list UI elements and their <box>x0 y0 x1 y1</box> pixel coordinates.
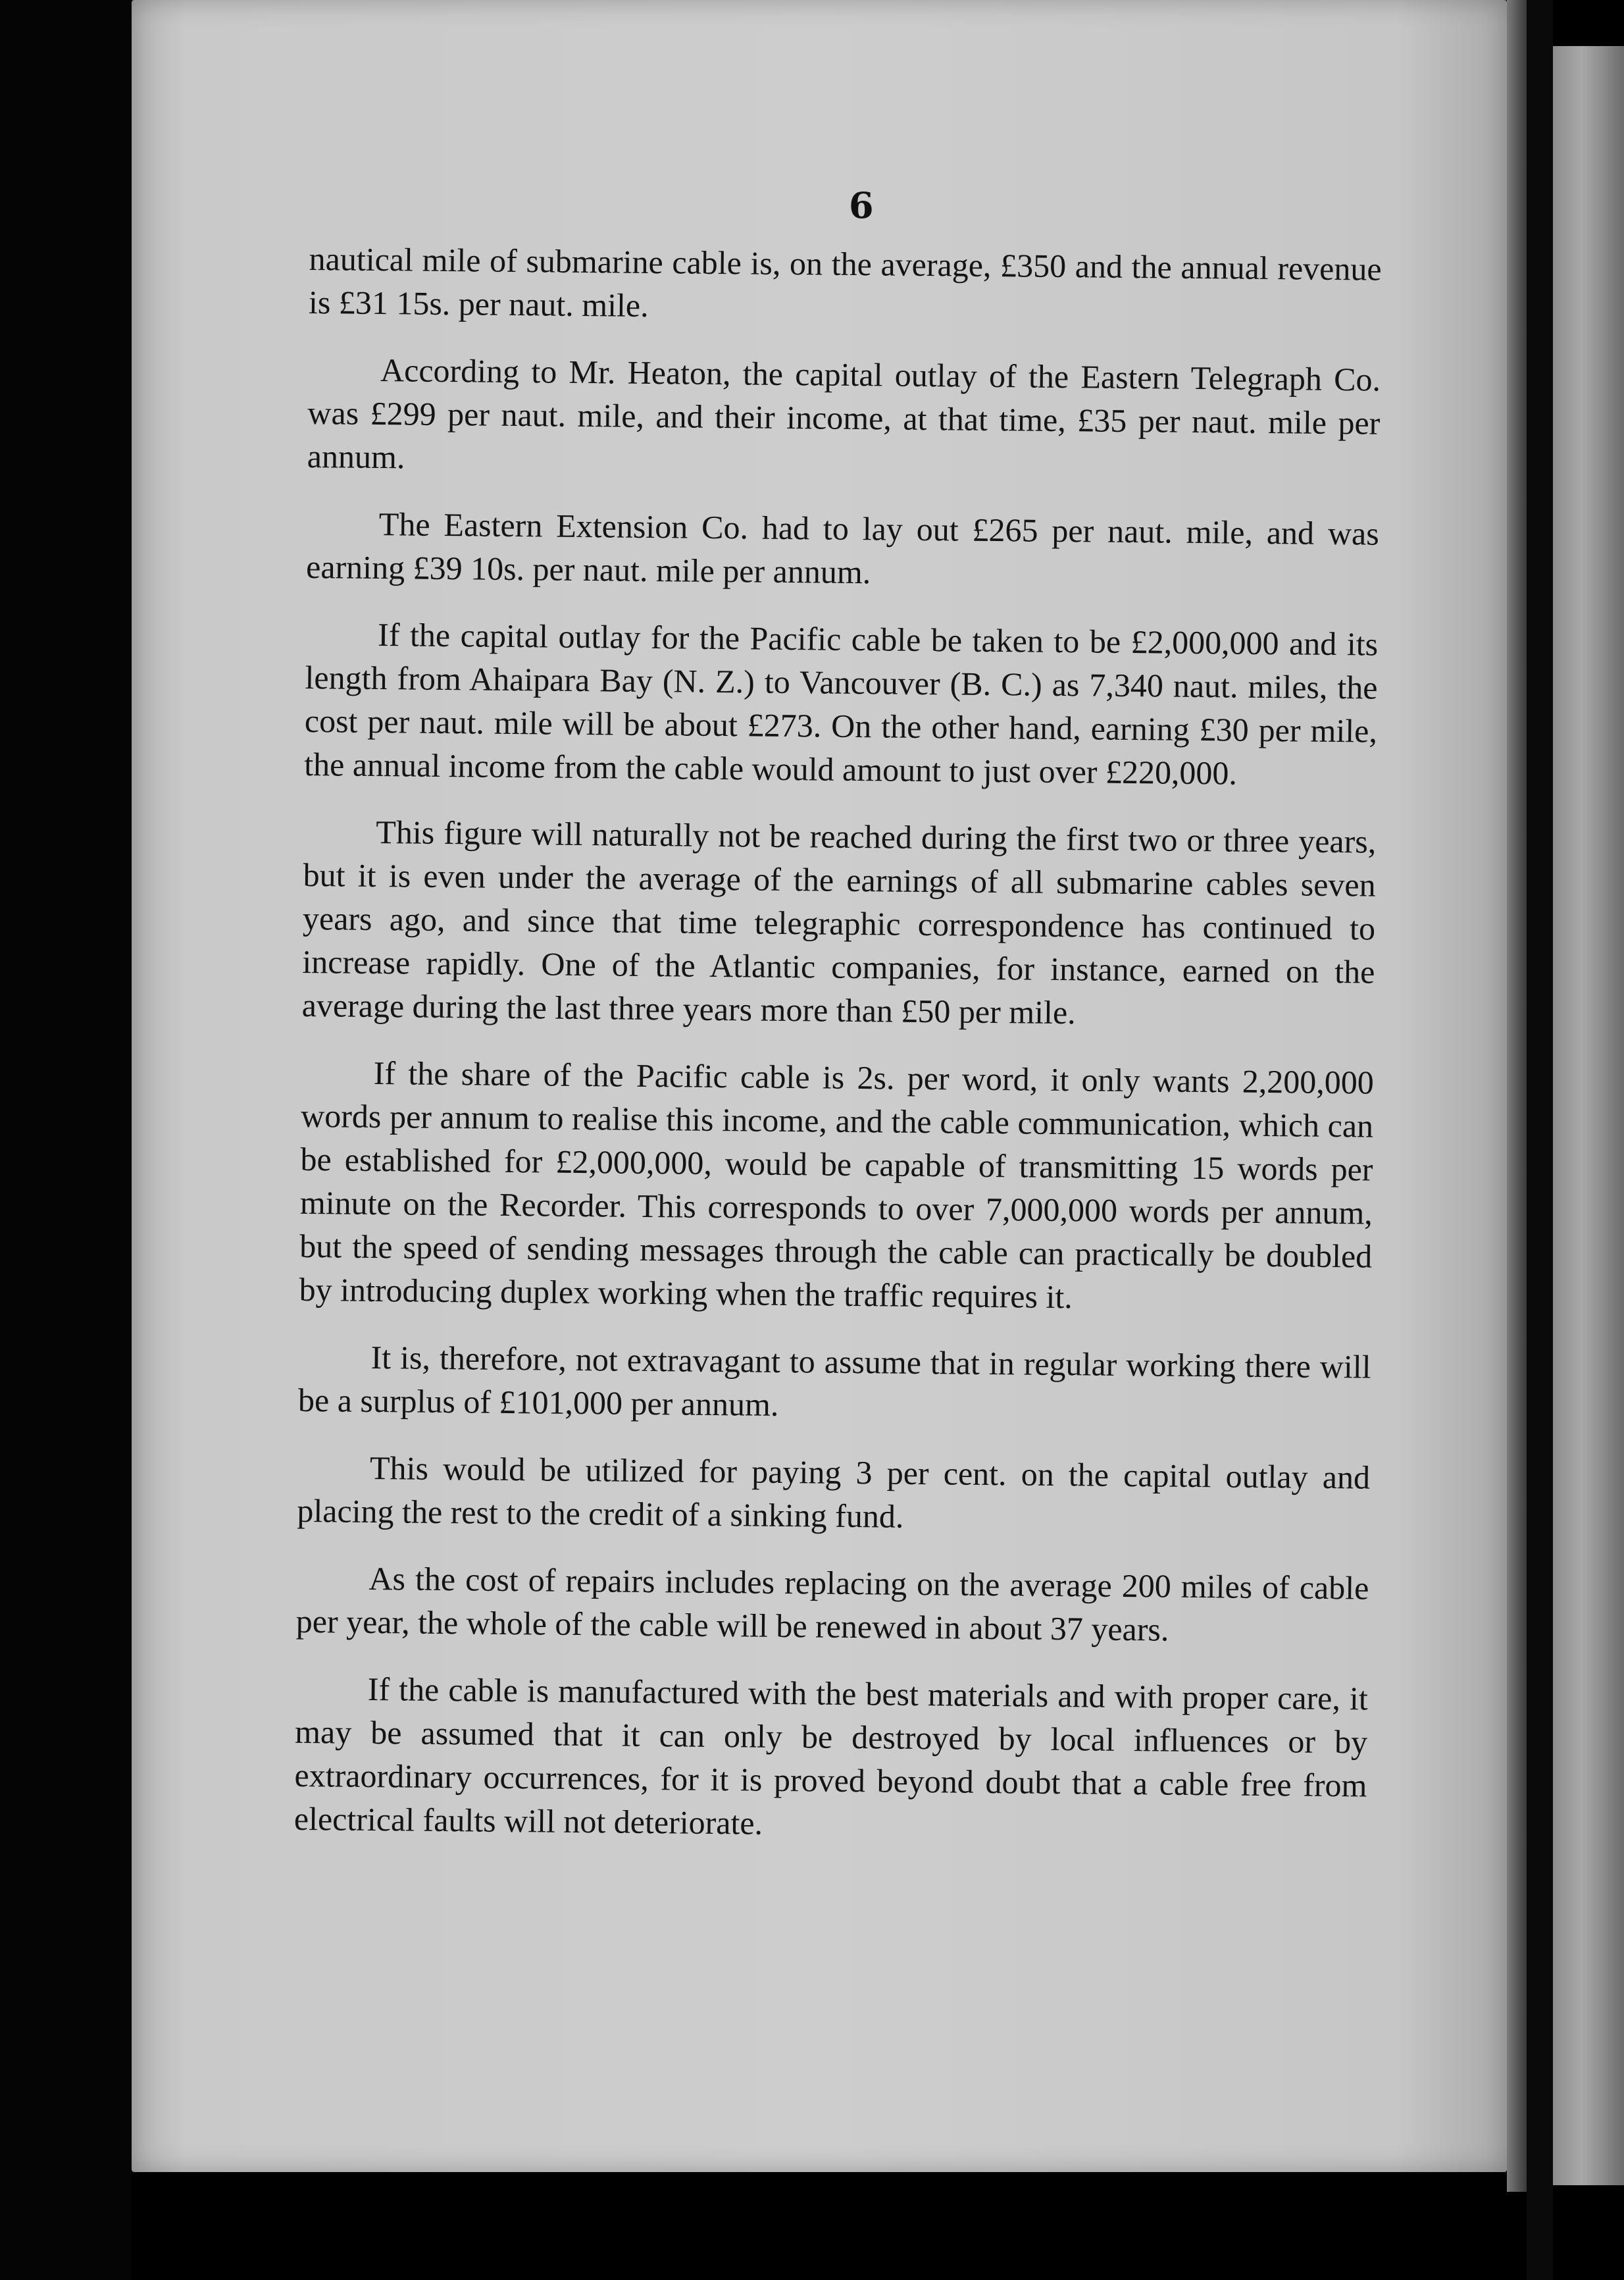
paragraph: If the share of the Pacific cable is 2s. per word, it only wants 2,200,000 words per annum to realise this income, and the cable communication, which can be established for £2,000,000, would be capable of transmitting 15 words per minute on the Recorder. This corresponds to over 7,000,000 words per annum, but the speed of sending messages through the cable can practically be doubled by introducing duplex working when the traffic requires it. <box>299 1054 1375 1316</box>
body-text <box>293 237 1382 1875</box>
page-number: 6 <box>849 184 874 226</box>
facing-page-edge <box>1553 46 1624 2185</box>
paragraph: nautical mile of submarine cable is, on the average, £350 and the annual revenue is £31 15s. per naut. mile. <box>308 240 1382 324</box>
paragraph: As the cost of repairs includes replacing on the average 200 miles of cable per year, the whole of the cable will be renewed in about 37 years. <box>295 1559 1369 1648</box>
page-gutter <box>1507 0 1527 2192</box>
paragraph: If the capital outlay for the Pacific cable be taken to be £2,000,000 and its length from Ahaipara Bay (N. Z.) to Vancouver (B. C.) as 7,340 naut. miles, the cost per naut. mile will be about £273. On the other hand, earning £30 per mile, the annual income from the cable would amount to just over £220,000. <box>304 616 1379 792</box>
paragraph: According to Mr. Heaton, the capital outlay of the Eastern Telegraph Co. was £299 per naut. mile, and their income, at that time, £35 per naut. mile per annum. <box>307 351 1381 476</box>
scan-gap <box>1527 0 1553 2280</box>
paragraph: If the cable is manufactured with the best materials and with proper care, it may be assumed that it can only be destroyed by local influences or by extraordinary occurrences, for it is proved beyond doubt that a cable free from electrical faults will not deteriorate. <box>293 1670 1369 1842</box>
paragraph: This figure will naturally not be reached during the first two or three years, but it is even under the average of the earnings of all submarine cables seven years ago, and since that time telegraphic correspondence has continued to increase rapidly. One of the Atlantic companies, for instance, earned on the average during the last three years more than £50 per mile. <box>301 814 1377 1031</box>
paragraph: It is, therefore, not extravagant to assume that in regular working there will be a surplus of £101,000 per annum. <box>297 1338 1371 1423</box>
scan-border-left <box>0 0 132 2280</box>
paragraph: The Eastern Extension Co. had to lay out £265 per naut. mile, and was earning £39 10s. per naut. mile per annum. <box>305 505 1380 591</box>
paragraph: This would be utilized for paying 3 per cent. on the capital outlay and placing the rest to the credit of a sinking fund. <box>297 1449 1371 1535</box>
